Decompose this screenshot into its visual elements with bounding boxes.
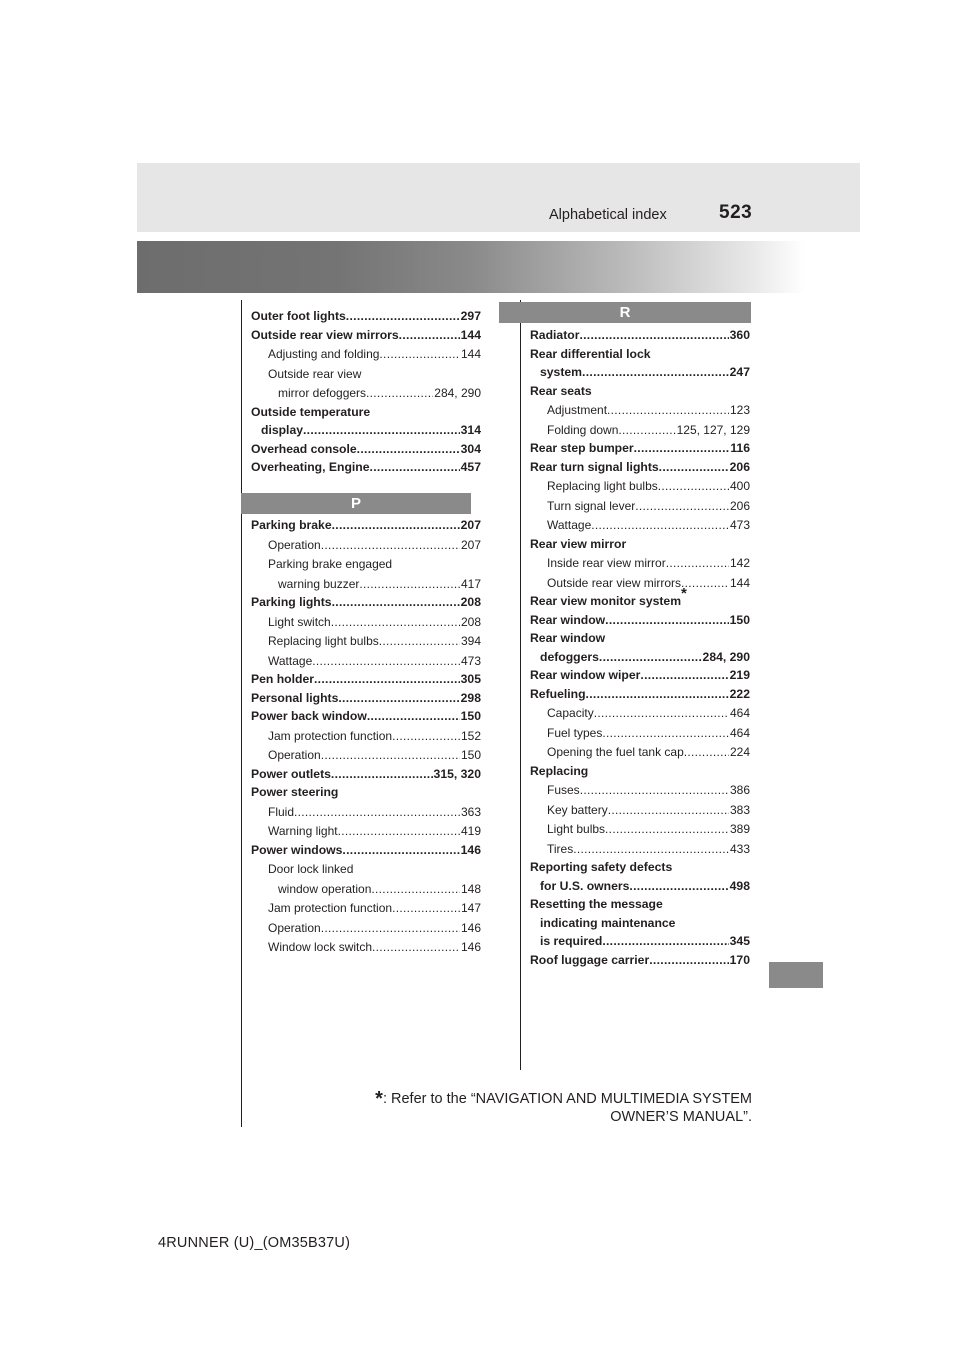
entry-page-ref: 284, 290 [434, 386, 481, 400]
entry-term: for U.S. owners [540, 878, 630, 893]
index-entry [251, 689, 481, 708]
index-subentry [251, 384, 481, 403]
index-list-o [251, 307, 481, 477]
entry-term: Parking brake [251, 518, 332, 532]
dot-leader [608, 801, 729, 820]
entry-term: Rear differential lock [530, 346, 651, 361]
dot-leader [332, 593, 460, 612]
entry-term: Rear step bumper [530, 441, 634, 455]
index-entry [251, 783, 481, 802]
dot-leader [321, 919, 460, 938]
entry-page-ref: 142 [729, 556, 750, 570]
index-entry [530, 326, 750, 345]
section-letter-r: R [499, 302, 751, 323]
entry-term: Adjustment [547, 403, 608, 417]
index-entry [530, 648, 750, 667]
entry-term: Key battery [547, 802, 608, 817]
index-entry [251, 421, 481, 440]
entry-term: Refueling [530, 686, 586, 701]
entry-page-ref: 208 [460, 614, 481, 629]
entry-page-ref: 150 [729, 612, 750, 627]
entry-term: display [261, 423, 303, 437]
entry-page-ref: 315, 320 [433, 766, 481, 781]
entry-page-ref: 419 [460, 824, 481, 838]
dot-leader [591, 516, 729, 535]
page-number: 523 [719, 202, 753, 223]
index-subentry [530, 704, 750, 723]
entry-page-ref: 314 [460, 423, 481, 437]
section-thumb-tab [769, 962, 823, 988]
index-subentry [530, 477, 750, 496]
entry-term: warning buzzer [278, 576, 360, 591]
entry-term: Operation [268, 920, 321, 935]
dot-leader [331, 613, 460, 632]
index-subentry [530, 801, 750, 820]
dot-leader [294, 803, 460, 822]
entry-term: Resetting the message [530, 897, 663, 911]
left-column-rule [241, 300, 242, 1127]
index-entry [530, 345, 750, 364]
entry-page-ref: 360 [729, 328, 750, 342]
dot-leader [649, 951, 728, 970]
dot-leader [338, 822, 460, 841]
dot-leader [321, 746, 460, 765]
entry-term: Opening the fuel tank cap [547, 745, 684, 759]
entry-term: Replacing light bulbs [547, 479, 658, 493]
entry-term: Power steering [251, 785, 339, 799]
entry-term: Overhead console [251, 441, 357, 456]
entry-page-ref: 224 [729, 745, 750, 759]
dot-leader [599, 648, 702, 667]
index-subentry [251, 746, 481, 765]
dot-leader [338, 689, 459, 708]
index-entry [530, 382, 750, 401]
dot-leader [666, 554, 729, 573]
entry-term: Fuel types [547, 725, 603, 740]
entry-page-ref: 464 [729, 706, 750, 720]
index-entry [251, 707, 481, 726]
index-subentry [251, 575, 481, 594]
entry-term: Radiator [530, 328, 580, 342]
entry-term: Personal lights [251, 690, 339, 705]
index-subentry [251, 632, 481, 651]
index-subentry [251, 803, 481, 822]
index-subentry [530, 840, 750, 859]
dot-leader [573, 840, 729, 859]
index-subentry [251, 822, 481, 841]
entry-page-ref: 386 [729, 783, 750, 797]
entry-page-ref: 305 [460, 672, 481, 686]
dot-leader [605, 820, 729, 839]
index-entry [530, 611, 750, 630]
dot-leader [635, 497, 729, 516]
entry-page-ref: 146 [460, 842, 481, 857]
index-subentry [251, 555, 481, 574]
dot-leader [684, 743, 729, 762]
dot-leader [303, 421, 460, 440]
dot-leader [346, 307, 460, 326]
index-subentry [530, 516, 750, 535]
entry-term: Rear turn signal lights [530, 459, 659, 474]
index-subentry [251, 536, 481, 555]
index-entry [251, 440, 481, 459]
entry-page-ref: 304 [460, 441, 481, 456]
entry-page-ref: 417 [460, 576, 481, 591]
footnote-line-1: : Refer to the “NAVIGATION AND MULTIMEDIA SYSTEM [382, 1091, 752, 1107]
index-entry [530, 914, 750, 933]
footnote-asterisk: * [375, 1088, 383, 1110]
entry-term: Power outlets [251, 766, 331, 781]
entry-term: Outside rear view [268, 366, 362, 381]
entry-page-ref: 473 [460, 653, 481, 668]
dot-leader [399, 326, 460, 345]
dot-leader [392, 727, 460, 746]
entry-page-ref: 222 [729, 686, 750, 701]
entry-page-ref: 207 [460, 518, 481, 532]
dot-leader [379, 345, 460, 364]
index-subentry [530, 743, 750, 762]
entry-page-ref: 383 [729, 802, 750, 817]
footnote-line-2: OWNER’S MANUAL”. [610, 1109, 752, 1125]
entry-page-ref: 284, 290 [702, 649, 750, 664]
index-subentry [251, 880, 481, 899]
entry-page-ref: 152 [460, 728, 481, 743]
dot-leader [331, 765, 433, 784]
entry-term: Fluid [268, 804, 295, 819]
dot-leader [681, 574, 729, 593]
index-entry [530, 877, 750, 896]
entry-term: window operation [278, 881, 372, 896]
entry-term: Wattage [547, 518, 592, 532]
entry-term: Jam protection function [268, 728, 393, 743]
index-subentry [530, 781, 750, 800]
section-title: Alphabetical index [549, 207, 667, 223]
dot-leader [357, 440, 460, 459]
index-subentry [251, 727, 481, 746]
entry-page-ref: 433 [729, 841, 750, 856]
index-subentry [251, 899, 481, 918]
footnote [340, 1090, 752, 1126]
dot-leader [314, 670, 460, 689]
entry-term: Replacing light bulbs [268, 634, 379, 648]
dot-leader [392, 899, 460, 918]
index-subentry [251, 652, 481, 671]
dot-leader [658, 477, 729, 496]
entry-term: Outside temperature [251, 404, 371, 419]
dot-leader [359, 575, 460, 594]
entry-term: Parking lights [251, 595, 332, 609]
index-subentry [530, 421, 750, 440]
entry-term: Rear view mirror [530, 536, 627, 551]
index-entry [530, 762, 750, 781]
dot-leader [372, 938, 460, 957]
entry-term: Operation [268, 537, 321, 552]
entry-page-ref: 144 [460, 347, 481, 361]
entry-term: defoggers [540, 649, 599, 664]
entry-term: Power back window [251, 709, 367, 723]
entry-page-ref: 363 [460, 804, 481, 819]
index-entry [530, 951, 750, 970]
entry-term: Light switch [268, 614, 331, 629]
entry-page-ref: 146 [460, 940, 481, 954]
entry-page-ref: 297 [460, 309, 481, 323]
dot-leader [370, 458, 460, 477]
index-subentry [251, 345, 481, 364]
document-code: 4RUNNER (U)_(OM35B37U) [158, 1235, 351, 1251]
entry-page-ref: 389 [729, 822, 750, 836]
entry-term: Door lock linked [268, 862, 354, 876]
entry-page-ref: 298 [460, 690, 481, 705]
entry-term: is required [540, 934, 603, 948]
entry-page-ref: 345 [729, 934, 750, 948]
dot-leader [580, 781, 729, 800]
dot-leader [342, 841, 459, 860]
entry-page-ref: 150 [460, 709, 481, 723]
entry-term: Outer foot lights [251, 309, 346, 323]
entry-term: Fuses [547, 783, 580, 797]
index-entry [251, 326, 481, 345]
index-entry [530, 363, 750, 382]
entry-term: Rear view monitor system [530, 594, 682, 608]
entry-page-ref: 148 [460, 881, 481, 896]
entry-term: Replacing [530, 763, 589, 778]
index-entry [530, 685, 750, 704]
index-subentry [251, 919, 481, 938]
index-entry [251, 670, 481, 689]
entry-term: Rear window [530, 631, 606, 645]
entry-page-ref: 498 [729, 878, 750, 893]
entry-page-ref: 144 [460, 327, 481, 342]
index-subentry [251, 365, 481, 384]
index-list-r [530, 326, 750, 969]
index-entry [251, 403, 481, 422]
index-subentry [530, 820, 750, 839]
entry-page-ref: 144 [729, 575, 750, 590]
dot-leader [618, 421, 675, 440]
index-entry [530, 458, 750, 477]
index-entry [530, 629, 750, 648]
dot-leader [586, 685, 729, 704]
index-subentry [530, 724, 750, 743]
entry-term: Wattage [268, 653, 313, 668]
entry-term: Overheating, Engine [251, 460, 370, 474]
entry-term: Outside rear view mirrors [547, 575, 682, 590]
dot-leader [605, 611, 728, 630]
entry-term: Power windows [251, 842, 343, 857]
footnote-marker: * [681, 584, 687, 602]
entry-term: Parking brake engaged [268, 557, 393, 571]
entry-term: Warning light [268, 824, 338, 838]
index-subentry [251, 860, 481, 879]
entry-term: Roof luggage carrier [530, 952, 650, 967]
dot-leader [602, 932, 728, 951]
index-list-p [251, 516, 481, 957]
entry-page-ref: 147 [460, 901, 481, 915]
entry-term: Rear window wiper [530, 668, 641, 682]
entry-term: Adjusting and folding [268, 347, 380, 361]
center-column-rule [520, 300, 521, 1070]
entry-page-ref: 247 [729, 365, 750, 379]
index-entry [530, 439, 750, 458]
entry-term: Jam protection function [268, 901, 393, 915]
entry-term: Inside rear view mirror [547, 556, 666, 570]
index-subentry [530, 574, 750, 593]
index-subentry [530, 554, 750, 573]
entry-term: Window lock switch [268, 940, 373, 954]
entry-page-ref: 457 [460, 460, 481, 474]
index-entry [251, 765, 481, 784]
entry-page-ref: 394 [460, 634, 481, 648]
entry-term: Rear window [530, 612, 606, 627]
index-subentry [530, 497, 750, 516]
entry-page-ref: 400 [729, 479, 750, 493]
dot-leader [607, 401, 729, 420]
dot-leader [659, 458, 729, 477]
index-subentry [530, 401, 750, 420]
dot-leader [367, 707, 460, 726]
index-entry [530, 932, 750, 951]
entry-page-ref: 170 [729, 952, 750, 967]
index-entry [251, 841, 481, 860]
entry-term: indicating maintenance [540, 915, 676, 930]
section-letter-p: P [241, 493, 471, 514]
entry-page-ref: 146 [460, 920, 481, 935]
entry-term: Pen holder [251, 672, 314, 686]
entry-page-ref: 207 [460, 537, 481, 552]
entry-term: Folding down [547, 422, 619, 437]
entry-page-ref: 125, 127, 129 [676, 422, 750, 437]
entry-term: Light bulbs [547, 822, 606, 836]
dot-leader [321, 536, 460, 555]
dot-leader [602, 724, 729, 743]
dot-leader [594, 704, 729, 723]
index-subentry [251, 938, 481, 957]
index-entry [530, 858, 750, 877]
entry-term: Reporting safety defects [530, 860, 673, 874]
entry-term: Rear seats [530, 383, 592, 398]
entry-page-ref: 123 [729, 403, 750, 417]
dot-leader [582, 363, 729, 382]
entry-page-ref: 219 [729, 668, 750, 682]
index-entry [251, 307, 481, 326]
entry-term: Tires [547, 841, 574, 856]
index-entry [251, 516, 481, 535]
dot-leader [366, 384, 433, 403]
dot-leader [629, 877, 728, 896]
index-entry [251, 458, 481, 477]
entry-page-ref: 206 [729, 459, 750, 474]
entry-page-ref: 464 [729, 725, 750, 740]
entry-term: Outside rear view mirrors [251, 327, 399, 342]
dot-leader [312, 652, 460, 671]
dot-leader [379, 632, 460, 651]
entry-term: mirror defoggers [278, 386, 367, 400]
index-entry [530, 666, 750, 685]
entry-page-ref: 208 [460, 595, 481, 609]
entry-term: Capacity [547, 706, 594, 720]
entry-term: Turn signal lever [547, 498, 636, 513]
header-gradient-band [137, 241, 805, 293]
index-entry [530, 584, 750, 611]
dot-leader [634, 439, 730, 458]
entry-page-ref: 150 [460, 748, 481, 762]
dot-leader [371, 880, 460, 899]
entry-term: Operation [268, 748, 321, 762]
dot-leader [332, 516, 460, 535]
entry-term: system [540, 365, 583, 379]
index-subentry [251, 613, 481, 632]
index-entry [530, 895, 750, 914]
entry-page-ref: 473 [729, 518, 750, 532]
entry-page-ref: 206 [729, 498, 750, 513]
entry-page-ref: 116 [730, 441, 750, 455]
dot-leader [579, 326, 728, 345]
dot-leader [640, 666, 728, 685]
index-entry [251, 593, 481, 612]
index-entry [530, 535, 750, 554]
